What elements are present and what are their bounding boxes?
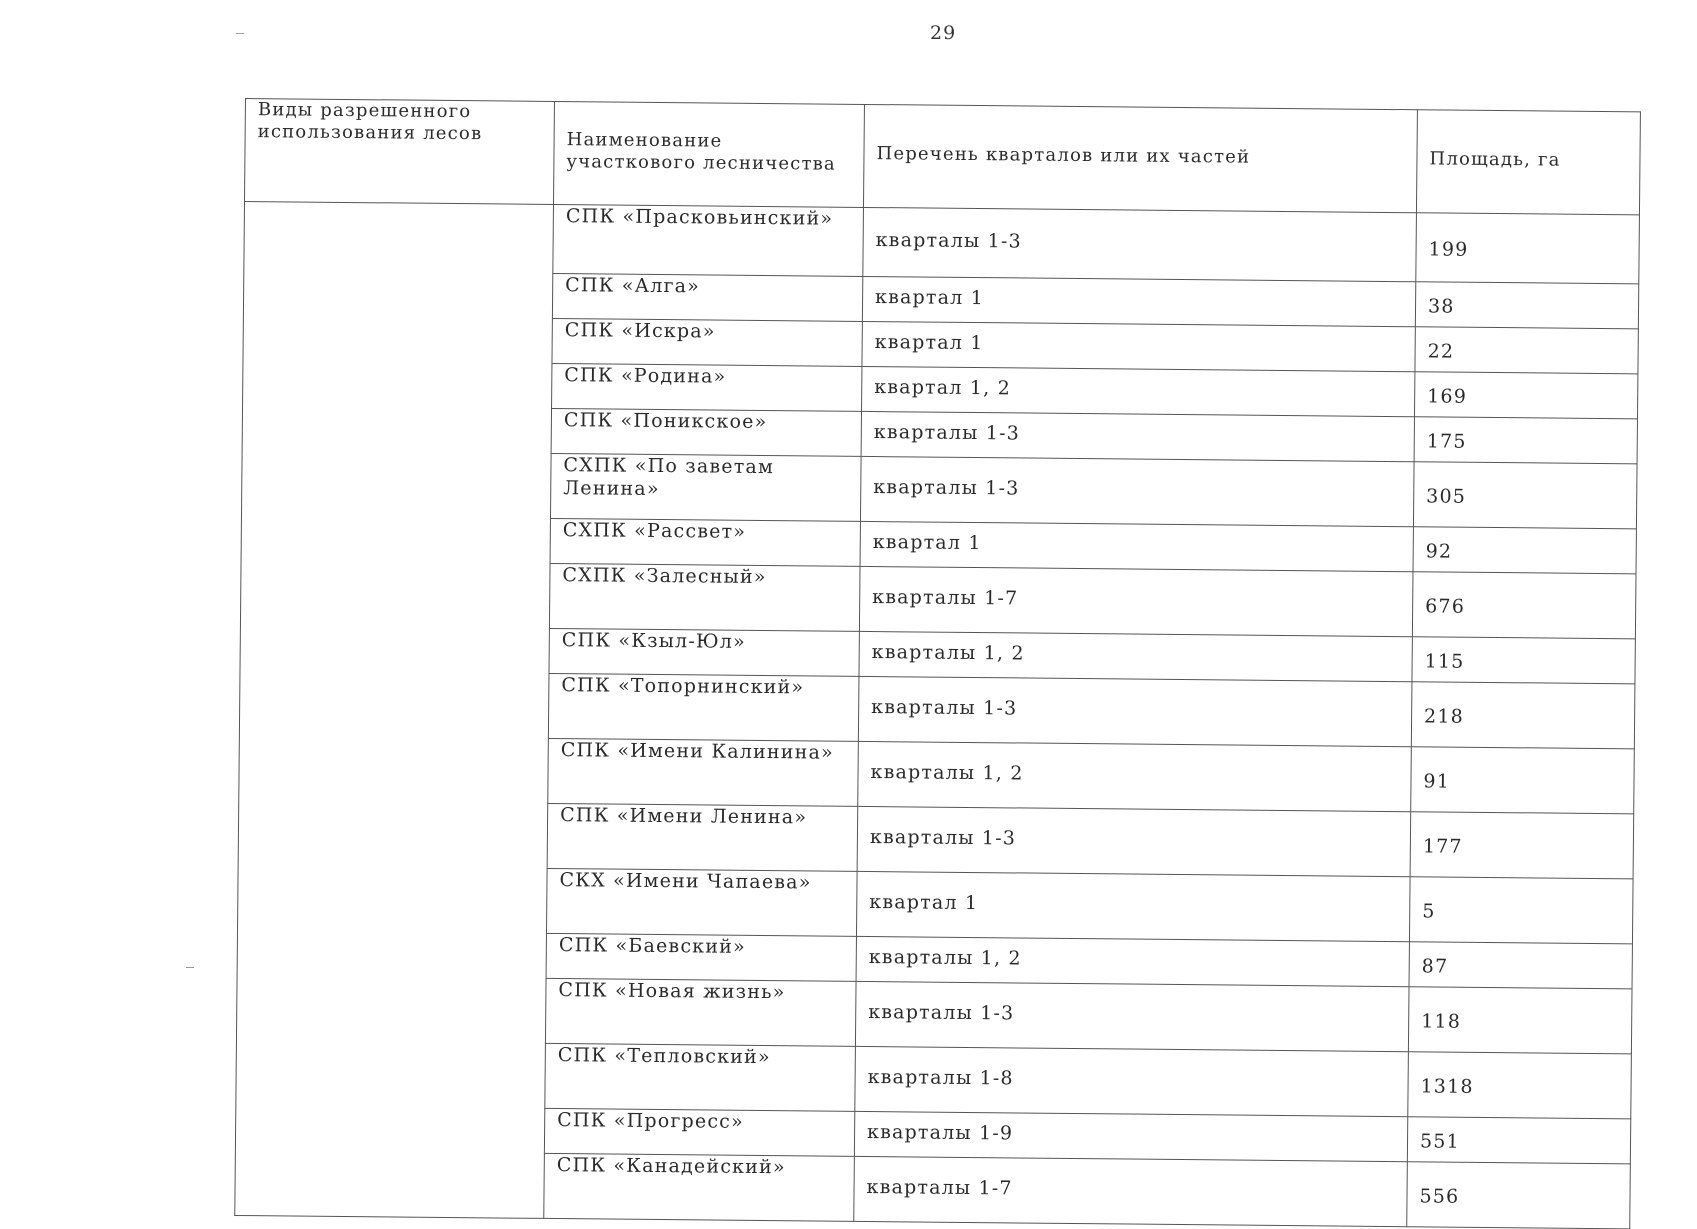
header-forest-use: Виды разрешенного использования лесов bbox=[245, 99, 555, 205]
quarters-cell: квартал 1 bbox=[860, 521, 1413, 571]
district-name-cell: СХПК «По заветам Ленина» bbox=[550, 453, 861, 521]
table-header-row bbox=[245, 99, 1641, 215]
area-cell: 177 bbox=[1410, 812, 1634, 879]
quarters-cell: квартал 1, 2 bbox=[862, 366, 1415, 416]
quarters-cell: кварталы 1-3 bbox=[860, 456, 1414, 526]
area-cell: 218 bbox=[1411, 682, 1635, 749]
forest-use-table bbox=[234, 98, 1641, 1229]
header-quarters: Перечень кварталов или их частей bbox=[863, 104, 1417, 212]
quarters-cell: квартал 1 bbox=[862, 276, 1415, 326]
district-name-cell: СПК «Канадейский» bbox=[544, 1153, 855, 1221]
forest-table-container bbox=[234, 98, 1640, 1229]
district-name-cell: СПК «Алга» bbox=[552, 273, 862, 321]
quarters-cell: кварталы 1-3 bbox=[857, 806, 1411, 876]
district-name-cell: СПК «Новая жизнь» bbox=[545, 978, 856, 1046]
district-name-cell: СПК «Прасковьинский» bbox=[553, 204, 864, 276]
area-cell: 92 bbox=[1413, 527, 1636, 574]
district-name-cell: СПК «Родина» bbox=[552, 363, 862, 411]
district-name-cell: СПК «Прогресс» bbox=[544, 1108, 854, 1156]
district-name-cell: СХПК «Рассвет» bbox=[550, 518, 860, 566]
area-cell: 676 bbox=[1412, 572, 1636, 639]
area-cell: 551 bbox=[1407, 1117, 1630, 1164]
district-name-cell: СПК «Имени Ленина» bbox=[547, 803, 858, 871]
quarters-cell: кварталы 1-3 bbox=[855, 981, 1409, 1051]
district-name-cell: СПК «Баевский» bbox=[546, 933, 856, 981]
quarters-cell: кварталы 1-7 bbox=[859, 566, 1413, 636]
quarters-cell: квартал 1 bbox=[856, 871, 1410, 941]
area-cell: 169 bbox=[1414, 372, 1637, 419]
district-name-cell: СКХ «Имени Чапаева» bbox=[546, 868, 857, 936]
quarters-cell: кварталы 1-8 bbox=[855, 1046, 1409, 1116]
quarters-cell: кварталы 1-3 bbox=[858, 676, 1412, 746]
scan-speck bbox=[186, 967, 194, 968]
quarters-cell: кварталы 1, 2 bbox=[858, 741, 1412, 811]
area-cell: 305 bbox=[1413, 462, 1637, 529]
quarters-cell: кварталы 1-3 bbox=[861, 411, 1414, 461]
area-cell: 199 bbox=[1416, 213, 1640, 284]
district-name-cell: СПК «Поникское» bbox=[551, 408, 861, 456]
area-cell: 175 bbox=[1414, 417, 1637, 464]
quarters-cell: квартал 1 bbox=[862, 321, 1415, 371]
area-cell: 118 bbox=[1408, 987, 1632, 1054]
area-cell: 556 bbox=[1407, 1162, 1631, 1229]
area-cell: 91 bbox=[1411, 747, 1635, 814]
district-name-cell: СПК «Имени Калинина» bbox=[548, 738, 859, 806]
district-name-cell: СПК «Кзыл-Юл» bbox=[549, 628, 859, 676]
district-name-cell: СПК «Топорнинский» bbox=[548, 673, 859, 741]
district-name-cell: СПК «Искра» bbox=[552, 318, 862, 366]
district-name-cell: СПК «Тепловский» bbox=[545, 1043, 856, 1111]
area-cell: 1318 bbox=[1408, 1052, 1632, 1119]
quarters-cell: кварталы 1-3 bbox=[863, 207, 1417, 281]
area-cell: 5 bbox=[1409, 877, 1633, 944]
header-area: Площадь, га bbox=[1416, 110, 1640, 215]
area-cell: 87 bbox=[1409, 942, 1632, 989]
area-cell: 38 bbox=[1415, 282, 1638, 329]
quarters-cell: кварталы 1, 2 bbox=[856, 936, 1409, 986]
table-row bbox=[244, 202, 1640, 284]
area-cell: 22 bbox=[1415, 327, 1638, 374]
page-number: 29 bbox=[930, 22, 957, 44]
quarters-cell: кварталы 1-7 bbox=[854, 1156, 1408, 1226]
quarters-cell: кварталы 1, 2 bbox=[859, 631, 1412, 681]
table-body bbox=[235, 202, 1640, 1229]
area-cell: 115 bbox=[1412, 637, 1635, 684]
scan-speck bbox=[236, 33, 244, 34]
header-district: Наименование участкового лесничества bbox=[553, 101, 864, 207]
district-name-cell: СХПК «Залесный» bbox=[549, 563, 860, 631]
quarters-cell: кварталы 1-9 bbox=[854, 1111, 1407, 1161]
forest-use-cell bbox=[235, 202, 554, 1219]
